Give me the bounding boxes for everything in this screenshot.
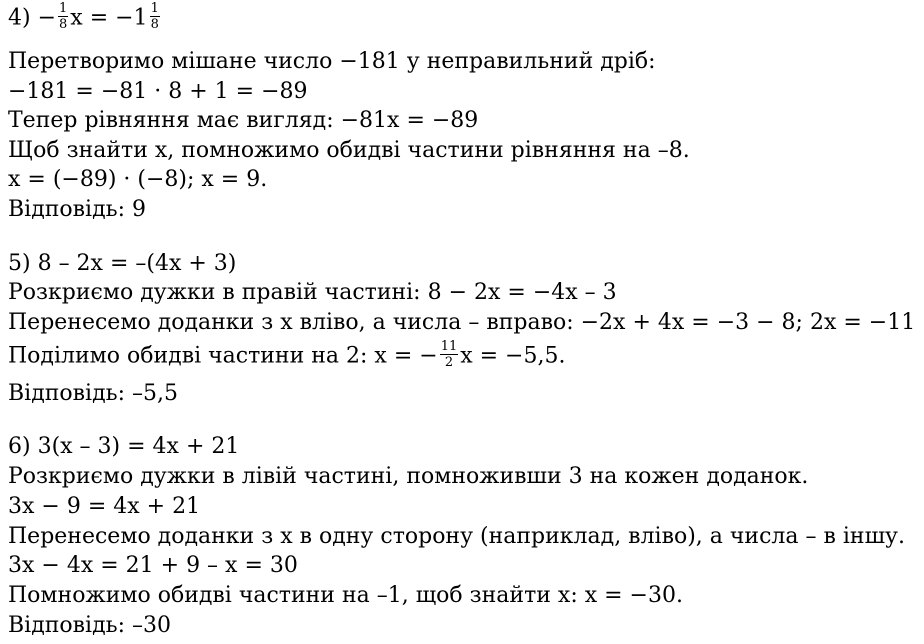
fraction-denominator: 8 <box>150 17 159 32</box>
problem-4-line-5: x = (−89) · (−8); x = 9. <box>8 167 268 192</box>
fraction-denominator: 2 <box>444 355 454 370</box>
problem-5-line-1: Розкриємо дужки в правій частині: 8 − 2x = −4x – 3 <box>8 280 617 305</box>
problem-5-line-3-prefix: Поділимо обидві частини на 2: x = − <box>8 343 438 369</box>
problem-5-line-3 <box>8 339 566 371</box>
problem-4-header-prefix: 4) − <box>8 5 57 31</box>
problem-4-line-3: Тепер рівняння має вигляд: −81x = −89 <box>8 108 479 133</box>
problem-4-line-1: Перетворимо мішане число −181 у неправильний дріб: <box>8 49 656 74</box>
problem-4-line-4: Щоб знайти x, помножимо обидві частини рівняння на –8. <box>8 138 690 163</box>
fraction-numerator: 1 <box>150 1 159 16</box>
problem-5-line-2: Перенесемо доданки з x вліво, а числа – вправо: −2x + 4x = −3 − 8; 2x = −11 <box>8 310 916 335</box>
problem-6-line-1: Розкриємо дужки в лівій частині, помноживши 3 на кожен доданок. <box>8 464 809 489</box>
fraction-numerator: 11 <box>440 339 458 354</box>
fraction-one-eighth-mixed <box>150 2 160 31</box>
problem-5-header: 5) 8 – 2x = –(4x + 3) <box>8 251 237 276</box>
problem-4-line-2: −181 = −81 · 8 + 1 = −89 <box>8 79 308 104</box>
problem-4-header <box>8 1 162 33</box>
problem-6-line-5: Помножимо обидві частини на –1, щоб знайти x: x = −30. <box>8 583 683 608</box>
problem-6-line-2: 3x − 9 = 4x + 21 <box>8 494 201 519</box>
problem-6-line-3: Перенесемо доданки з x в одну сторону (наприклад, вліво), а числа – в іншу. <box>8 524 905 549</box>
fraction-one-eighth <box>58 2 68 31</box>
fraction-eleven-halves <box>440 340 459 369</box>
problem-4-header-middle: x = −1 <box>70 5 148 31</box>
problem-6-line-4: 3x − 4x = 21 + 9 – x = 30 <box>8 553 298 578</box>
fraction-denominator: 8 <box>59 17 68 32</box>
problem-5-answer: Відповідь: –5,5 <box>8 381 178 406</box>
problem-6-answer: Відповідь: –30 <box>8 613 172 638</box>
problem-5-line-3-suffix: x = −5,5. <box>460 343 566 369</box>
problem-4-answer: Відповідь: 9 <box>8 197 147 222</box>
fraction-numerator: 1 <box>59 1 68 16</box>
problem-6-header: 6) 3(x – 3) = 4x + 21 <box>8 434 240 459</box>
